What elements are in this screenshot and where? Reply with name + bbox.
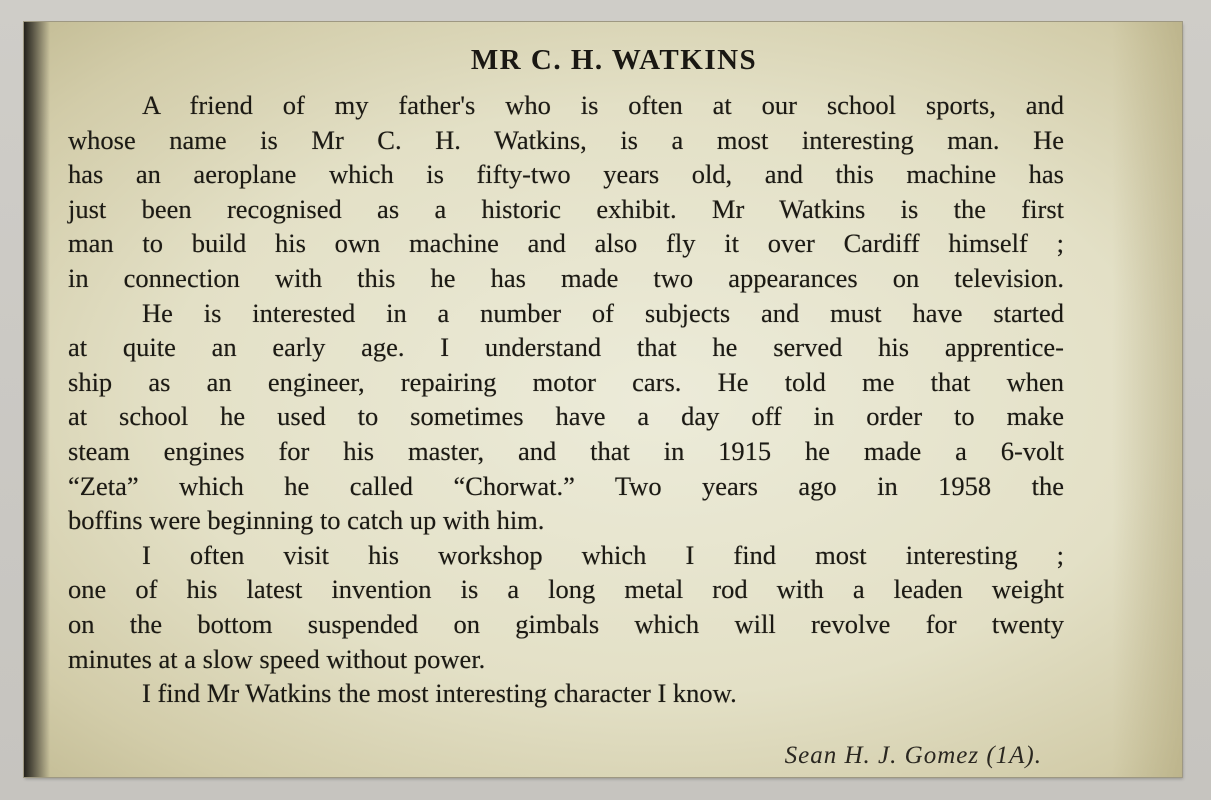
- text-line: minutes at a slow speed without power.: [68, 643, 486, 674]
- paragraph-4: [68, 676, 1064, 711]
- text-line: has an aeroplane which is fifty-two years old, and this machine has: [68, 159, 1064, 190]
- text-line: A friend of my father's who is often at our school sports, and: [142, 90, 1064, 120]
- text-line: at school he used to sometimes have a day off in order to make: [68, 401, 1064, 432]
- text-line: at quite an early age. I understand that he served his apprentice-: [68, 332, 1064, 363]
- article-body: [68, 88, 1064, 711]
- paragraph-1: [68, 88, 1064, 296]
- text-line: on the bottom suspended on gimbals which will revolve for twenty: [68, 608, 1064, 639]
- text-line: steam engines for his master, and that in 1915 he made a 6-volt: [68, 435, 1064, 466]
- author-signature: Sean H. J. Gomez (1A).: [784, 742, 1042, 769]
- article-title: MR C. H. WATKINS: [470, 44, 758, 76]
- text-line: He is interested in a number of subjects and must have started: [142, 297, 1064, 328]
- text-line: man to build his own machine and also fly it over Cardiff himself ;: [68, 228, 1064, 259]
- text-line: boffins were beginning to catch up with him.: [68, 505, 545, 536]
- text-line: “Zeta” which he called “Chorwat.” Two years ago in 1958 the: [68, 470, 1064, 501]
- printed-card: [24, 22, 1182, 777]
- text-line: one of his latest invention is a long metal rod with a leaden weight: [68, 574, 1064, 605]
- text-line: I find Mr Watkins the most interesting character I know.: [142, 678, 737, 709]
- text-line: just been recognised as a historic exhibit. Mr Watkins is the first: [68, 193, 1064, 224]
- paragraph-2: [68, 296, 1064, 538]
- text-line: ship as an engineer, repairing motor cars. He told me that when: [68, 366, 1064, 397]
- paragraph-3: [68, 538, 1064, 676]
- text-line: whose name is Mr C. H. Watkins, is a most interesting man. He: [68, 124, 1064, 155]
- text-line: I often visit his workshop which I find most interesting ;: [142, 539, 1064, 570]
- text-line: in connection with this he has made two appearances on television.: [68, 262, 1064, 293]
